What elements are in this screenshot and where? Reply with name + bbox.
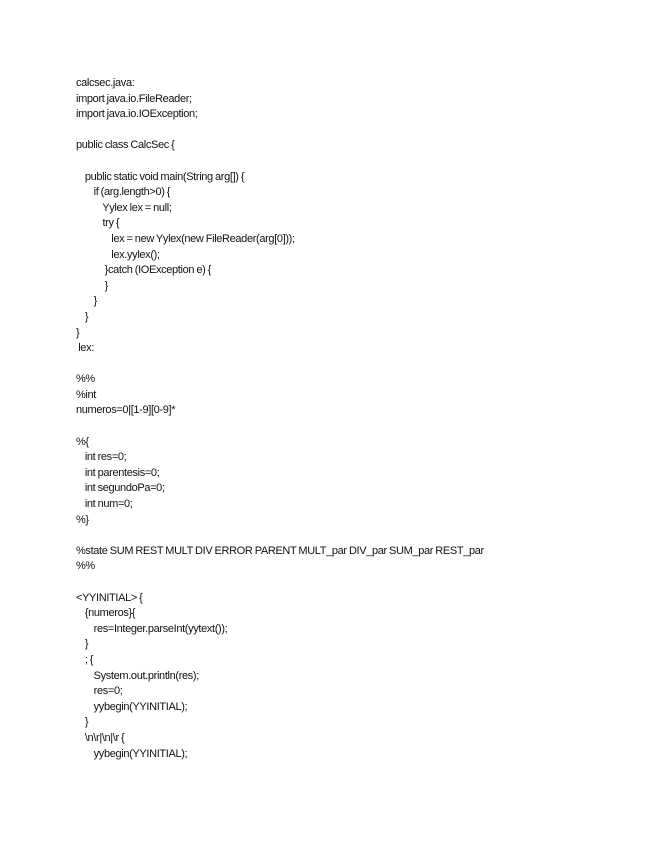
code-line: } <box>76 638 89 651</box>
code-line: } <box>76 295 97 308</box>
code-line: } <box>76 310 89 323</box>
code-line: try { <box>76 217 120 230</box>
code-line: lex = new Yylex(new FileReader(arg[0])); <box>76 232 295 245</box>
code-line: yybegin(YYINITIAL); <box>76 747 188 760</box>
code-line: if (arg.length>0) { <box>76 186 171 199</box>
code-line: <YYINITIAL> { <box>76 591 143 604</box>
code-line: %{ <box>76 435 89 448</box>
code-listing <box>76 76 636 762</box>
blank-line <box>76 528 636 544</box>
code-line: int num=0; <box>76 498 133 511</box>
code-line: yybegin(YYINITIAL); <box>76 700 188 713</box>
code-line: %int <box>76 388 96 401</box>
code-line: public class CalcSec { <box>76 139 175 152</box>
code-line: System.out.println(res); <box>76 669 199 682</box>
code-line: {numeros}{ <box>76 607 136 620</box>
code-line: public static void main(String arg[]) { <box>76 170 245 183</box>
blank-line <box>76 123 636 139</box>
code-line: import java.io.FileReader; <box>76 92 192 105</box>
code-line: calcsec.java: <box>76 77 135 89</box>
code-line: } <box>76 279 109 292</box>
code-line: int segundoPa=0; <box>76 482 165 495</box>
blank-line <box>76 357 636 373</box>
code-line: } <box>76 716 89 729</box>
code-line: }catch (IOException e) { <box>76 264 211 277</box>
code-line: %} <box>76 513 89 526</box>
code-line: import java.io.IOException; <box>76 108 198 121</box>
code-line: lex: <box>76 342 94 355</box>
code-line: int parentesis=0; <box>76 466 160 479</box>
code-line: lex.yylex(); <box>76 248 160 261</box>
code-line: \n\r|\n|\r { <box>76 731 125 744</box>
code-line: %% <box>76 560 95 573</box>
code-line: %state SUM REST MULT DIV ERROR PARENT MULT_par DIV_par SUM_par REST_par <box>76 544 484 557</box>
code-line: } <box>76 326 80 339</box>
code-line: %% <box>76 373 95 386</box>
code-line: res=Integer.parseInt(yytext()); <box>76 622 228 635</box>
blank-line <box>76 575 636 591</box>
code-line: numeros=0|[1-9][0-9]* <box>76 404 176 417</box>
code-line: Yylex lex = null; <box>76 201 172 214</box>
code-line: ; { <box>76 653 94 666</box>
code-line: int res=0; <box>76 451 127 464</box>
blank-line <box>76 419 636 435</box>
code-line: res=0; <box>76 685 123 698</box>
blank-line <box>76 154 636 170</box>
